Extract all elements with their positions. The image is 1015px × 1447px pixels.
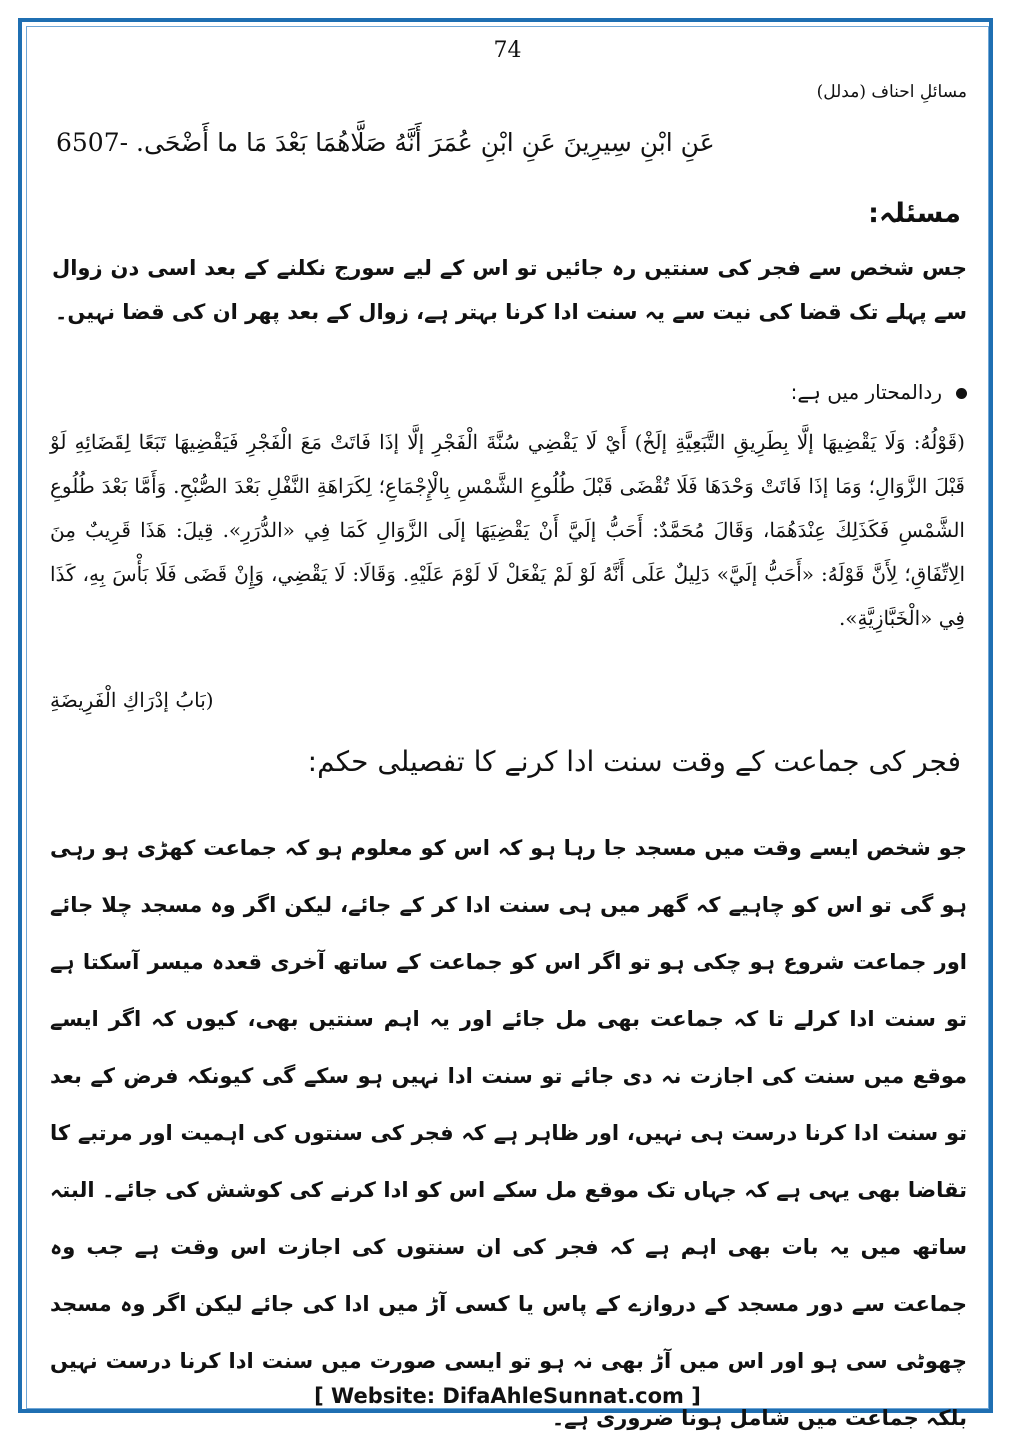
masala-paragraph: جس شخص سے فجر کی سنتیں رہ جائیں تو اس کے لیے سورج نکلنے کے بعد اسی دن زوال سے پہلے تک قضا کی نیت سے یہ سنت ادا کرنا بہتر ہے، زوال کے بعد پھر ان کی قضا نہیں۔: [52, 256, 967, 324]
hadith-line: [56, 128, 965, 157]
website-footer: [ Website: DifaAhleSunnat.com ]: [314, 1384, 701, 1408]
detail-paragraph: جو شخص ایسے وقت میں مسجد جا رہا ہو کہ اس کو معلوم ہو کہ جماعت کھڑی ہو رہی ہو گی تو اس کو چاہیے کہ گھر میں ہی سنت ادا کر کے جائے، لیکن اگر وہ مسجد چلا جائے اور جماعت شروع ہو چکی ہو تو اگر اس کو جماعت کے ساتھ آخری قعدہ میسر آسکتا ہے تو سنت ادا کرلے تا کہ جماعت بھی مل جائے اور یہ اہم سنتیں بھی، کیوں کہ اگر ایسے موقع میں سنت کی اجازت نہ دی جائے تو سنت ادا نہیں ہو سکے گی کیونکہ فرض کے بعد تو سنت ادا کرنا درست ہی نہیں، اور ظاہر ہے کہ فجر کی سنتوں کی اہمیت اور مرتبے کا تقاضا بھی یہی ہے کہ جہاں تک موقع مل سکے اس کو ادا کرنے کی کوشش کی جائے۔ البتہ ساتھ میں یہ بات بھی اہم ہے کہ فجر کی ان سنتوں کی اجازت اس وقت ہے جب وہ جماعت سے دور مسجد کے دروازے کے پاس یا کسی آڑ میں ادا کی جائے لیکن اگر وہ مسجد چھوٹی سی ہو اور اس میں آڑ بھی نہ ہو تو ایسی صورت میں سنت ادا کرنا درست نہیں بلکہ جماعت میں شامل ہونا ضروری ہے۔: [50, 836, 967, 1430]
source-bullet: [791, 380, 967, 404]
source-line: ردالمحتار میں ہے:: [790, 380, 942, 404]
running-header: مسائلِ احناف (مدلل): [816, 82, 967, 102]
bullet-icon: [956, 388, 967, 399]
citation: (بَابُ إدْرَاكِ الْفَرِيضَةِ: [50, 688, 214, 712]
hadith-text: عَنِ ابْنِ سِيرِينَ عَنِ ابْنِ عُمَرَ أَنَّهُ صَلَّاهُمَا بَعْدَ مَا ما أَضْحَى.: [136, 128, 715, 157]
arabic-quote: (قَوْلُهُ: وَلَا يَقْضِيهَا إلَّا بِطَرِيقِ التَّبَعِيَّةِ إلَخْ) أَيْ لَا يَقْضِي سُنَّةَ الْفَجْرِ إلَّا إذَا فَاتَتْ مَعَ الْفَجْرِ فَيَقْضِيهَا تَبَعًا لِقَضَائِهِ لَوْ قَبْلَ الزَّوَالِ؛ وَمَا إذَا فَاتَتْ وَحْدَهَا فَلَا تُقْضَى قَبْلَ طُلُوعِ الشَّمْسِ بِالْإِجْمَاعِ؛ لِكَرَاهَةِ النَّفْلِ بَعْدَ الصُّبْحِ. وَأَمَّا بَعْدَ طُلُوعِ الشَّمْسِ فَكَذَلِكَ عِنْدَهُمَا، وَقَالَ مُحَمَّدٌ: أَحَبُّ إلَيَّ أَنْ يَقْضِيَهَا إلَى الزَّوَالِ كَمَا فِي «الدُّرَرِ». قِيلَ: هَذَا قَرِيبٌ مِنَ الِاتِّفَاقِ؛ لِأَنَّ قَوْلَهُ: «أَحَبُّ إلَيَّ» دَلِيلٌ عَلَى أَنَّهُ لَوْ لَمْ يَفْعَلْ لَا لَوْمَ عَلَيْهِ. وَقَالَا: لَا يَقْضِي، وَإِنْ قَضَى فَلَا بَأْسَ بِهِ، كَذَا فِي «الْخَبَّازِيَّةِ».: [50, 430, 965, 630]
hadith-number: 6507-: [56, 128, 129, 157]
masala-heading: مسئلہ:: [868, 198, 961, 229]
page-number: 74: [493, 38, 522, 63]
detail-heading: فجر کی جماعت کے وقت سنت ادا کرنے کا تفصیلی حکم:: [307, 745, 961, 778]
